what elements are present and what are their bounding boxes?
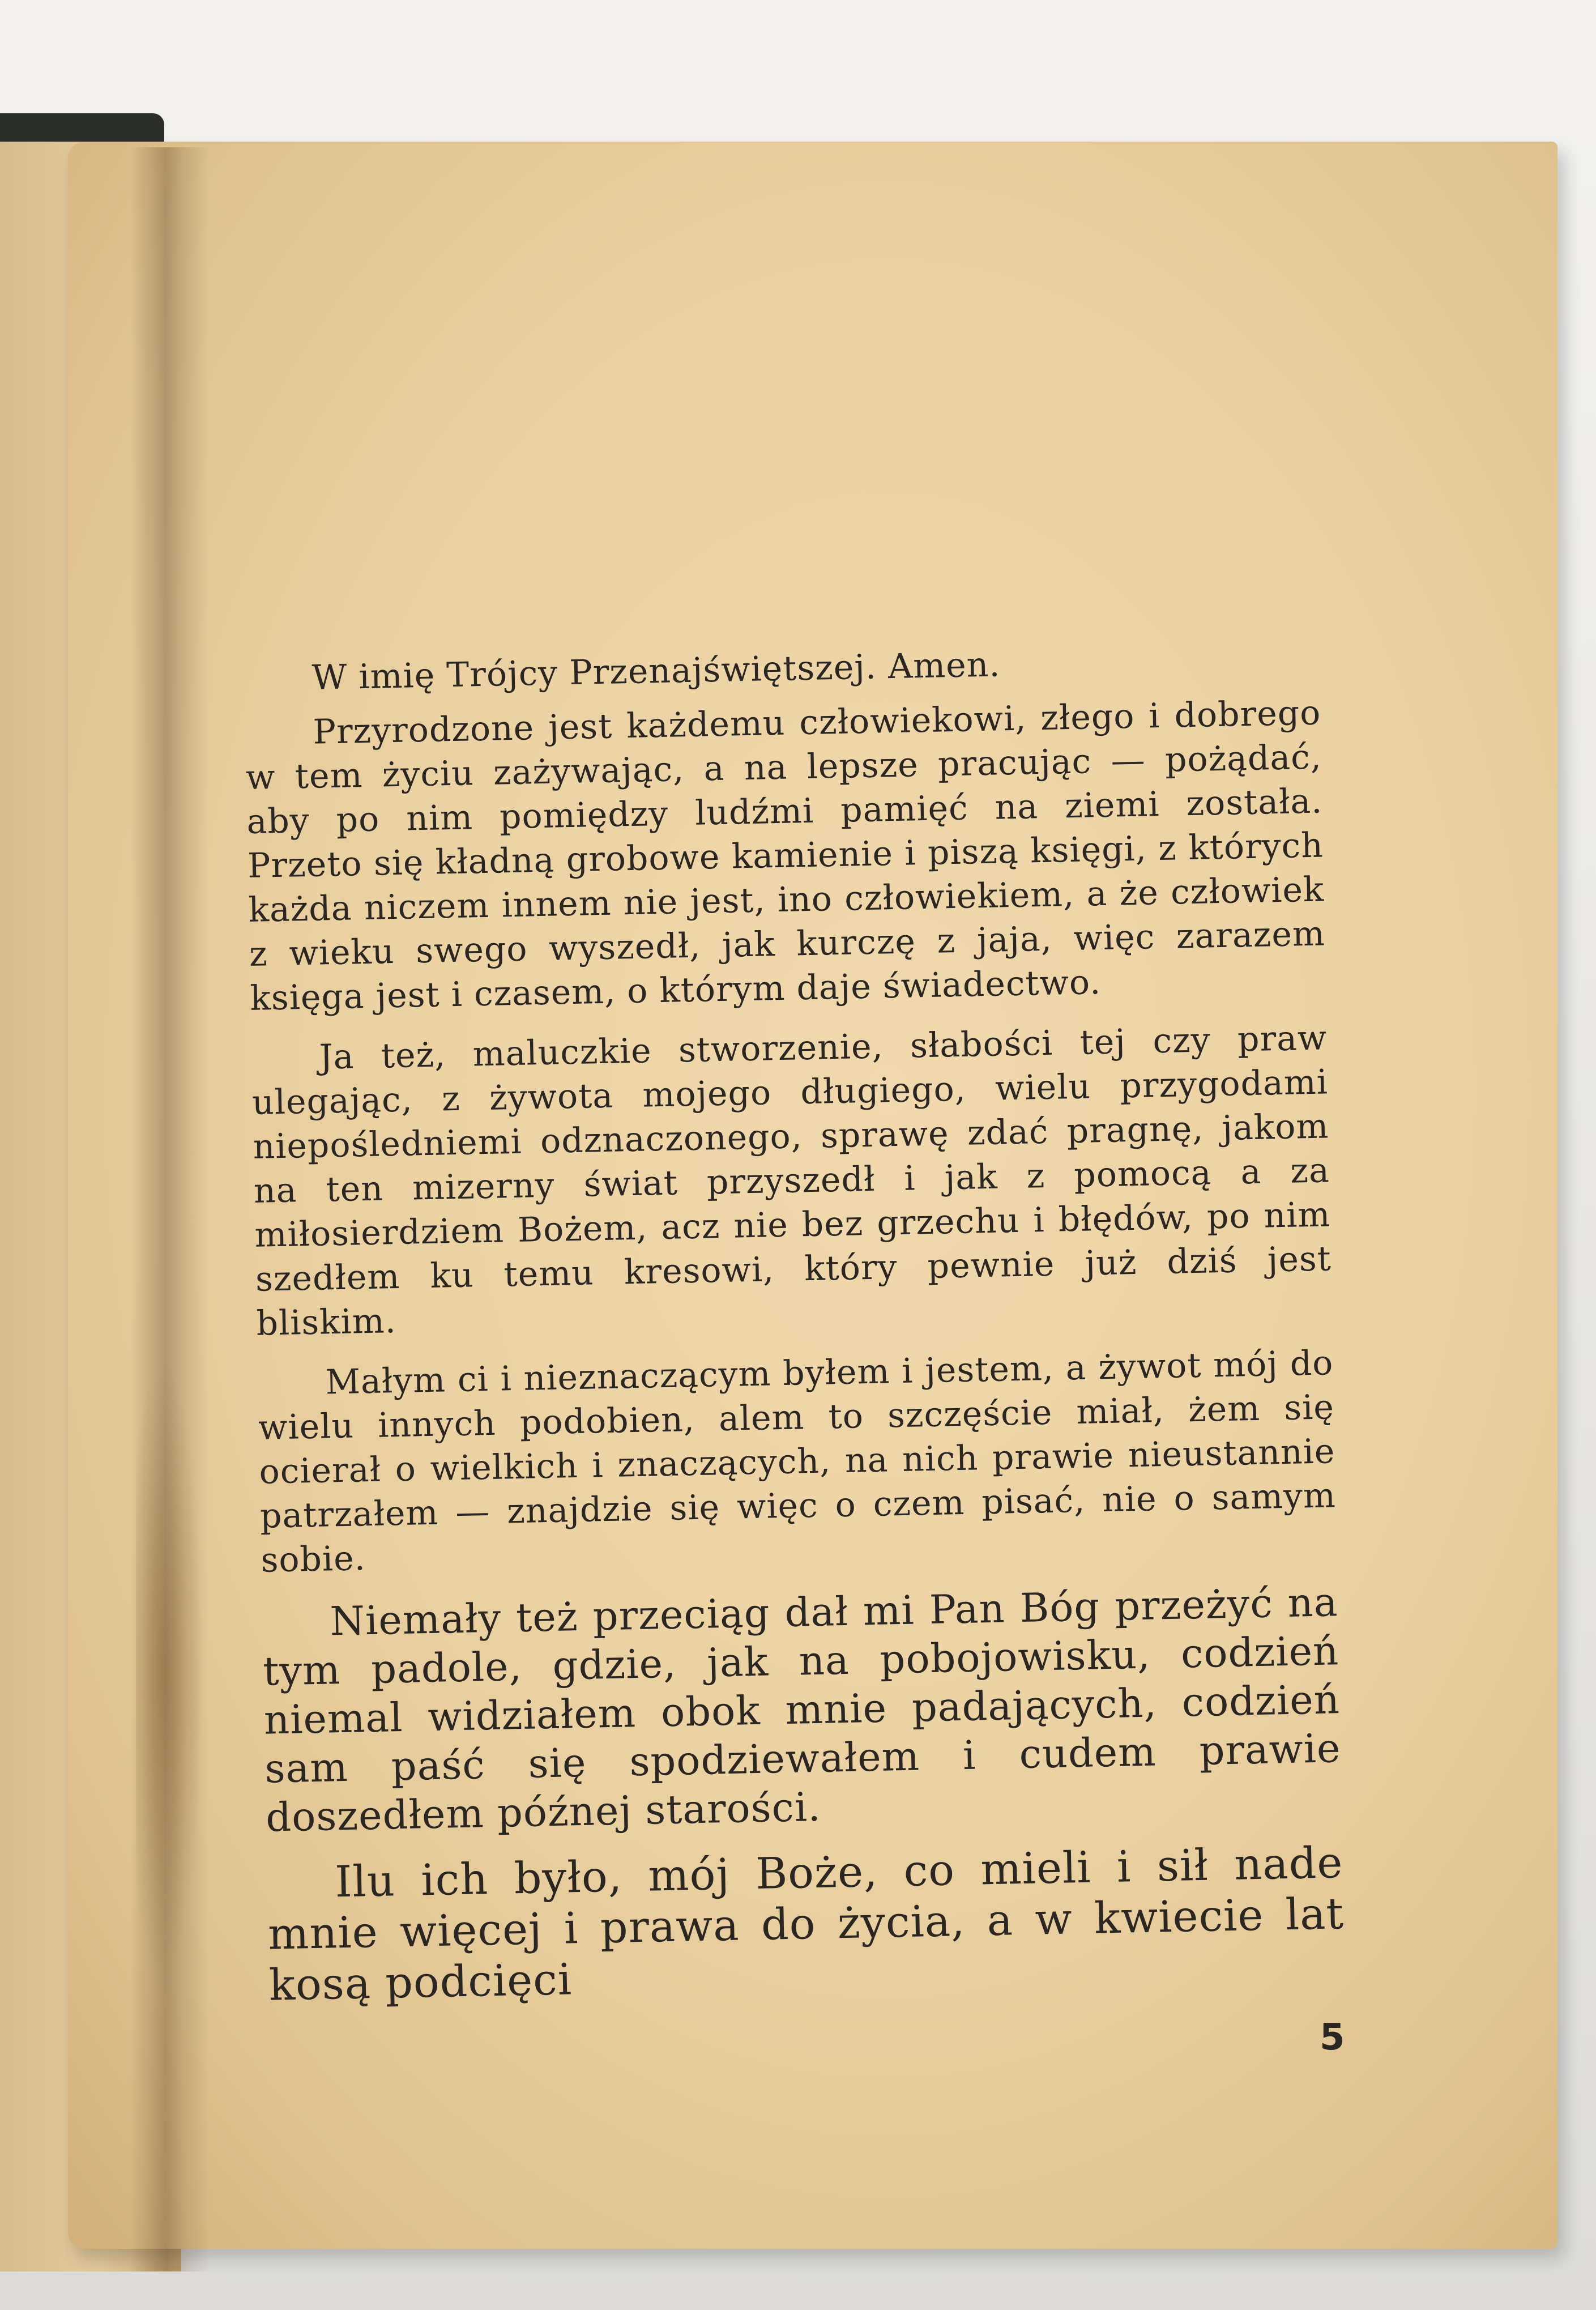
paragraph-4: Niemały też przeciąg dał mi Pan Bóg przeżyć na tym padole, gdzie, jak na pobojowisku, codzień niemal widziałem obok mnie padających, codzień sam paść się spodziewałem i cudem prawie doszedłem późnej starości. bbox=[262, 1579, 1342, 1841]
book-gutter bbox=[130, 147, 210, 2271]
paragraph-5: Ilu ich było, mój Boże, co mieli i sił nade mnie więcej i prawa do życia, a w kwiecie lat kosą podcięci bbox=[267, 1837, 1345, 2010]
page-text bbox=[244, 637, 1346, 2027]
paragraph-1: Przyrodzone jest każdemu człowiekowi, złego i dobrego w tem życiu zażywając, a na lepsze pracując — pożądać, aby po nim pomiędzy ludźmi pamięć na ziemi została. Przeto się kładną grobowe kamienie i piszą księgi, z których każda niczem innem nie jest, ino człowiekiem, a że człowiek z wieku swego wyszedł, jak kurczę z jaja, więc zarazem księga jest i czasem, o którym daje świadectwo. bbox=[245, 693, 1326, 1018]
invocation-line: W imię Trójcy Przenajświętszej. Amen. bbox=[311, 645, 1001, 698]
paragraph-3: Małym ci i nieznaczącym byłem i jestem, a żywot mój do wielu innych podobien, alem to szczęście miał, żem się ocierał o wielkich i znaczących, na nich prawie nieustannie patrzałem — znajdzie się więc o czem pisać, nie o samym sobie. bbox=[258, 1343, 1337, 1580]
paragraph-2: Ja też, maluczkie stworzenie, słabości tej czy praw ulegając, z żywota mojego długiego, wielu przygodami niepośledniemi odznaczonego, sprawę zdać pragnę, jakom na ten mizerny świat przyszedł i jak z pomocą a za miłosierdziem Bożem, acz nie bez grzechu i błędów, po nim szedłem ku temu kresowi, który pewnie już dziś jest bliskim. bbox=[251, 1018, 1332, 1344]
page-number: 5 bbox=[1320, 2017, 1345, 2058]
